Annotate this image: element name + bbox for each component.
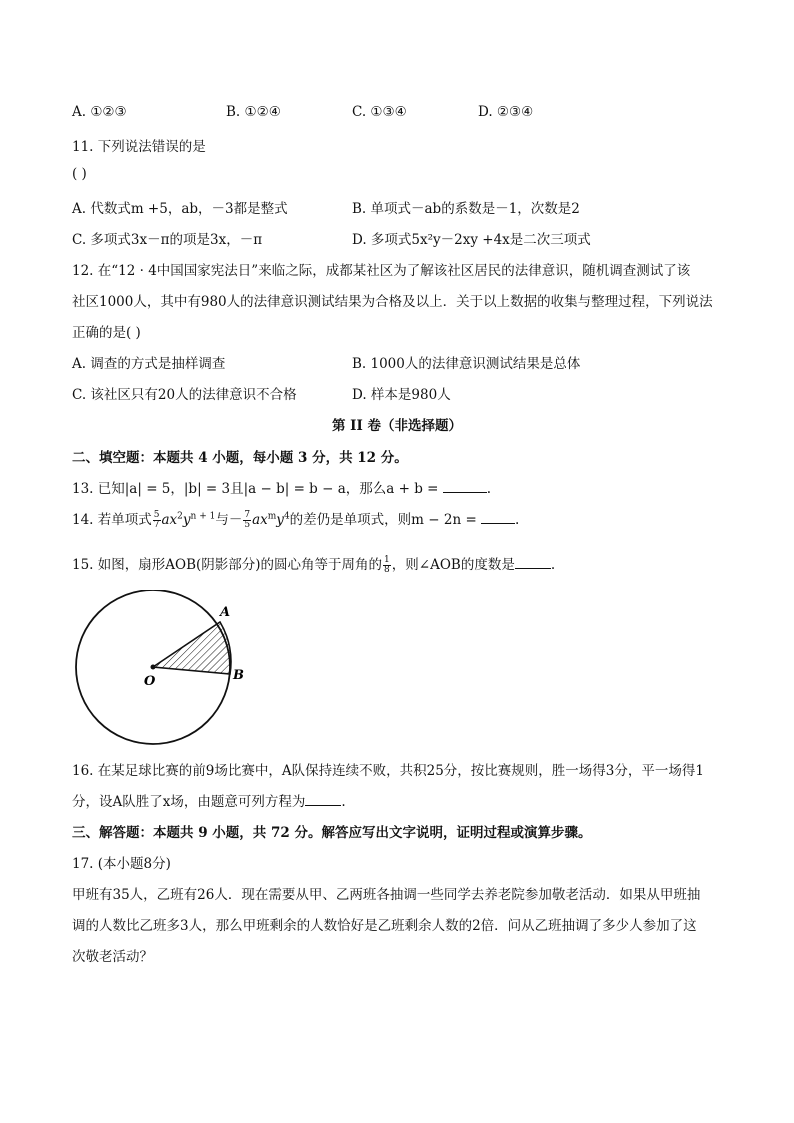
section2-heading: 二、填空题：本题共 4 小题，每小题 3 分，共 12 分。 — [72, 450, 408, 466]
q12-stem-line3: 正确的是( ) — [72, 325, 141, 341]
part2-title: 第 II 卷（非选择题） — [331, 418, 463, 434]
q12-option-d: D. 样本是980人 — [352, 387, 451, 403]
label-o: O — [144, 674, 156, 689]
q10-option-a: A. ①②③ — [72, 104, 127, 120]
q13-blank[interactable] — [443, 491, 487, 493]
q10-option-c: C. ①③④ — [352, 104, 407, 120]
q14-fraction-2: $\frac{7}{5}$ — [244, 510, 251, 530]
q14-text-mid: 与－ — [215, 512, 243, 528]
q14: 14. 若单项式 $\frac{5}{7}$ $ax^2y^{n + 1}$与－ $\frac{7}{5}$ $ax^my^4$的差仍是单项式，则m − 2n = . — [72, 510, 520, 530]
q16-line1: 16. 在某足球比赛的前9场比赛中，A队保持连续不败，共积25分，按比赛规则，胜一场得3分，平一场得1 — [72, 763, 704, 779]
sector-figure — [70, 590, 250, 750]
q14-blank[interactable] — [481, 522, 515, 524]
q17-line2: 调的人数比乙班多3人，那么甲班剩余的人数恰好是乙班剩余人数的2倍．问从乙班抽调了多少人参加了这 — [72, 918, 697, 934]
shaded-sector — [153, 622, 231, 674]
q16-line2: 分，设A队胜了x场，由题意可列方程为 . — [72, 794, 346, 810]
q11-stem: 11. 下列说法错误的是 — [72, 139, 206, 155]
q17-line3: 次敬老活动？ — [72, 949, 153, 965]
q13 — [72, 477, 491, 497]
q12-stem-line1: 12. 在“12 · 4中国国家宪法日”来临之际，成都某社区为了解该社区居民的法律意识，随机调查测试了该 — [72, 263, 691, 279]
section3-heading: 三、解答题：本题共 9 小题，共 72 分。解答应写出文字说明，证明过程或演算步骤。 — [72, 825, 592, 841]
q15-text-pre: 15. 如图，扇形AOB(阴影部分)的圆心角等于周角的 — [72, 557, 383, 573]
q15-blank[interactable] — [515, 567, 551, 569]
label-a: A — [220, 605, 231, 620]
q12-option-b: B. 1000人的法律意识测试结果是总体 — [352, 356, 581, 372]
center-point — [151, 665, 156, 670]
q17-heading: 17. (本小题8分) — [72, 856, 171, 872]
q11-option-b: B. 单项式－ab的系数是－1，次数是2 — [352, 201, 580, 217]
q15-fraction: $\frac{1}{8}$ — [384, 555, 390, 575]
q14-text-pre: 14. 若单项式 — [72, 512, 152, 528]
q15: 15. 如图，扇形AOB(阴影部分)的圆心角等于周角的 $\frac{1}{8}$ ，则∠AOB的度数是 . — [72, 555, 556, 575]
q12-stem-line2: 社区1000人，其中有980人的法律意识测试结果为合格及以上．关于以上数据的收集与整理过程，下列说法 — [72, 294, 713, 310]
q16-blank[interactable] — [305, 804, 341, 806]
q11-option-d: D. 多项式5x²y－2xy +4x是二次三项式 — [352, 232, 591, 248]
q11-answer-paren: ( ) — [72, 166, 87, 182]
q12-option-a: A. 调查的方式是抽样调查 — [72, 356, 226, 372]
q10-option-b: B. ①②④ — [226, 104, 281, 120]
q10-option-d: D. ②③④ — [478, 104, 534, 120]
q17-line1: 甲班有35人，乙班有26人．现在需要从甲、乙两班各抽调一些同学去养老院参加敬老活动．如果从甲班抽 — [72, 887, 701, 903]
q11-option-a: A. 代数式m +5，ab，－3都是整式 — [72, 201, 288, 217]
label-b: B — [233, 668, 244, 683]
q13-text: 13. 已知|a| = 5，|b| = 3且|a − b| = b − a，那么a + b = — [72, 481, 443, 497]
q14-fraction-1: $\frac{5}{7}$ — [153, 510, 160, 530]
q12-option-c: C. 该社区只有20人的法律意识不合格 — [72, 387, 297, 403]
q13-end: . — [486, 481, 492, 497]
q11-option-c: C. 多项式3x－π的项是3x，－π — [72, 232, 263, 248]
q14-text-post: 的差仍是单项式，则m − 2n = — [289, 512, 482, 528]
q15-text-post: ，则∠AOB的度数是 — [391, 557, 515, 573]
